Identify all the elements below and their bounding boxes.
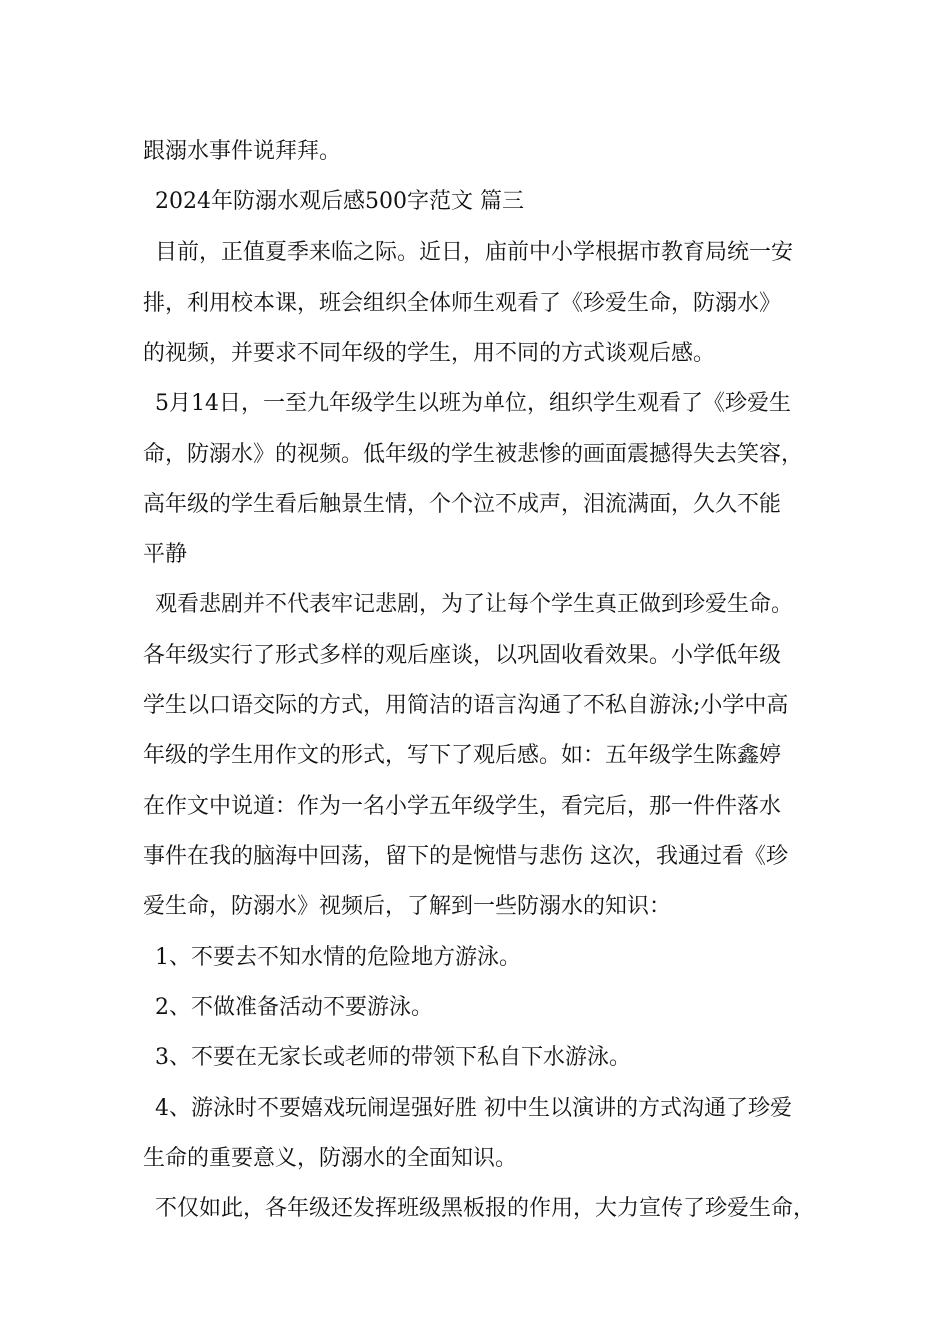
text-line: 高年级的学生看后触景生情，个个泣不成声，泪流满面，久久不能 bbox=[143, 492, 782, 517]
text-line: 年级的学生用作文的形式，写下了观后感。如：五年级学生陈鑫婷 bbox=[143, 743, 782, 768]
text-line: 学生以口语交际的方式，用简洁的语言沟通了不私自游泳;小学中高 bbox=[143, 693, 789, 718]
text-line: 观看悲剧并不代表牢记悲剧，为了让每个学生真正做到珍爱生命。 bbox=[155, 592, 794, 617]
text-line: 爱生命，防溺水》视频后，了解到一些防溺水的知识： bbox=[143, 894, 672, 919]
text-line: 事件在我的脑海中回荡，留下的是惋惜与悲伤 这次，我通过看《珍 bbox=[143, 844, 788, 869]
text-line: 目前，正值夏季来临之际。近日，庙前中小学根据市教育局统一安 bbox=[155, 240, 794, 265]
text-line: 5月14日，一至九年级学生以班为单位，组织学生观看了《珍爱生 bbox=[155, 391, 791, 416]
text-line: 在作文中说道：作为一名小学五年级学生，看完后，那一件件落水 bbox=[143, 794, 782, 819]
list-item: 4、游泳时不要嬉戏玩闹逞强好胜 初中生以演讲的方式沟通了珍爱 bbox=[155, 1096, 792, 1121]
text-line: 命，防溺水》的视频。低年级的学生被悲惨的画面震撼得失去笑容， bbox=[143, 442, 804, 467]
list-item: 2、不做准备活动不要游泳。 bbox=[155, 995, 433, 1020]
text-line: 平静 bbox=[143, 542, 188, 567]
text-line: 各年级实行了形式多样的观后座谈，以巩固收看效果。小学低年级 bbox=[143, 643, 782, 668]
list-item: 3、不要在无家长或老师的带领下私自下水游泳。 bbox=[155, 1045, 631, 1070]
text-line: 生命的重要意义，防溺水的全面知识。 bbox=[143, 1146, 518, 1171]
list-item: 1、不要去不知水情的危险地方游泳。 bbox=[155, 945, 521, 970]
text-line: 排，利用校本课，班会组织全体师生观看了《珍爱生命，防溺水》 bbox=[143, 291, 782, 316]
section-heading: 2024年防溺水观后感500字范文 篇三 bbox=[155, 189, 524, 214]
text-line: 跟溺水事件说拜拜。 bbox=[143, 139, 342, 164]
text-line: 不仅如此，各年级还发挥班级黑板报的作用，大力宣传了珍爱生命， bbox=[155, 1196, 816, 1221]
text-line: 的视频，并要求不同年级的学生，用不同的方式谈观后感。 bbox=[143, 341, 716, 366]
